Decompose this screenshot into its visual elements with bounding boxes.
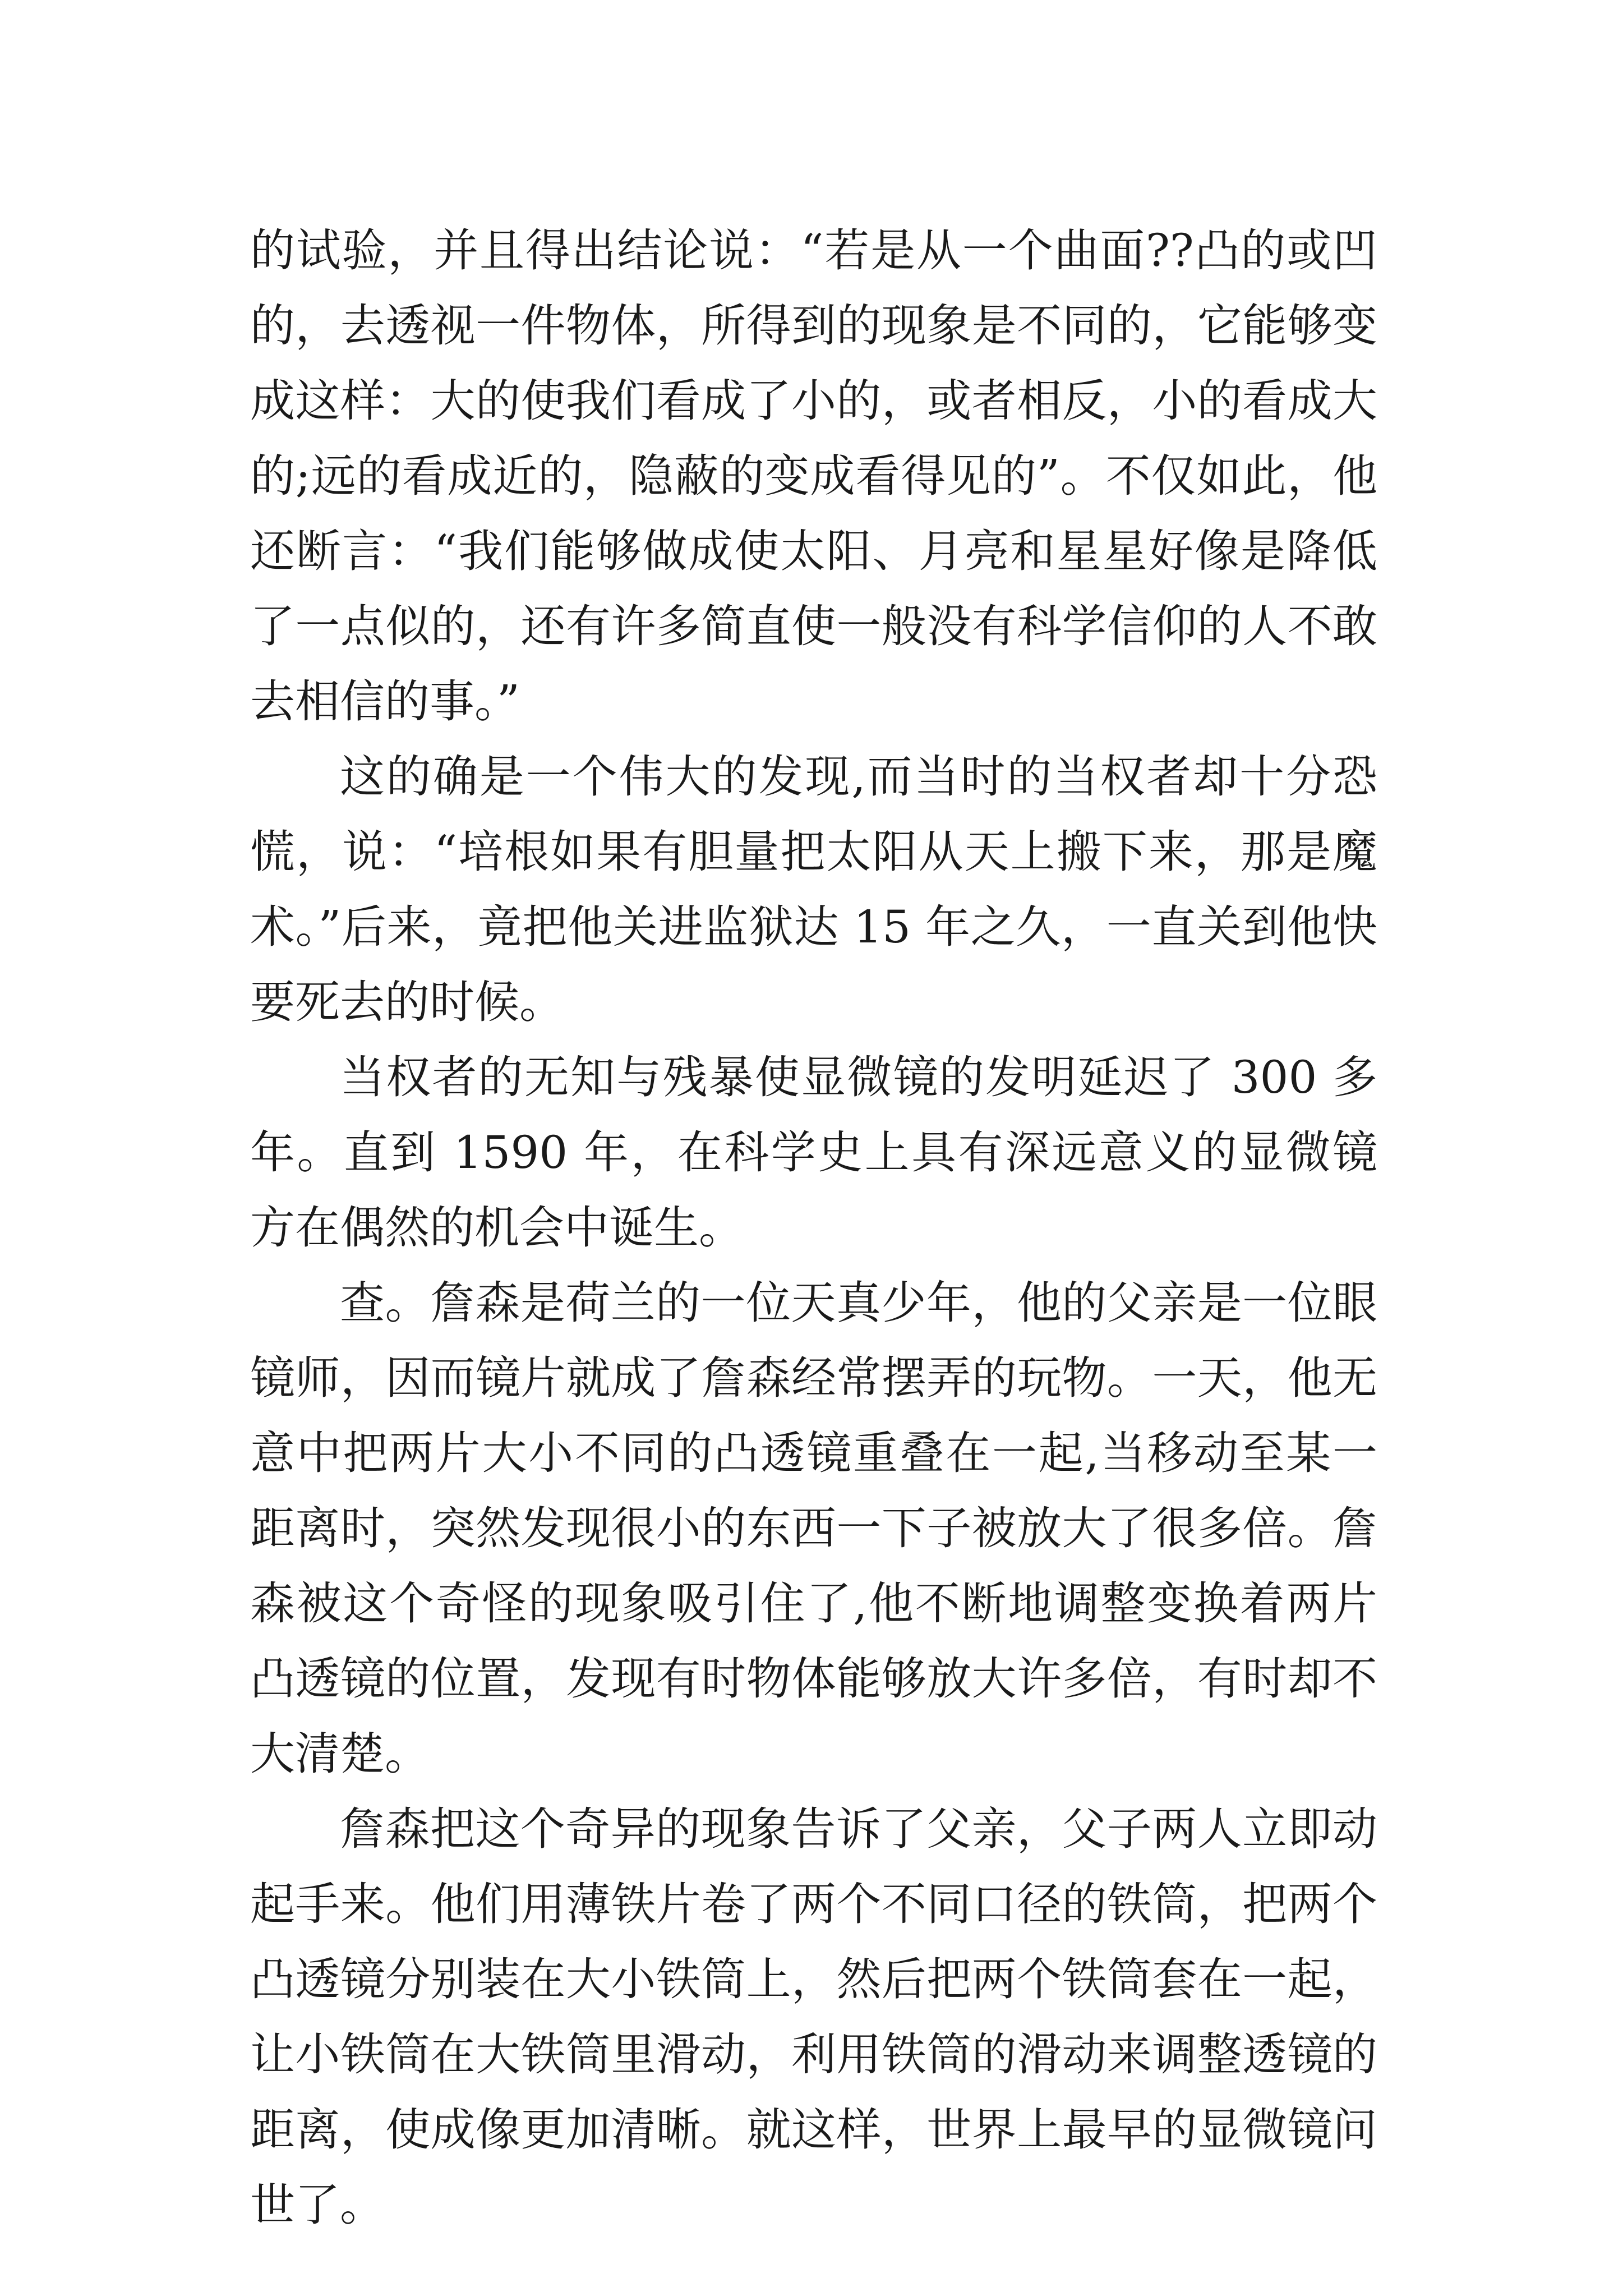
paragraph-3: 当权者的无知与残暴使显微镜的发明延迟了 300 多年。直到 1590 年，在科学史上具有深远意义的显微镜方在偶然的机会中诞生。 xyxy=(250,1051,1377,1254)
body-text xyxy=(250,213,1377,2243)
paragraph-2: 这的确是一个伟大的发现,而当时的当权者却十分恐慌，说：“培根如果有胆量把太阳从天上搬下来，那是魔术。”后来，竟把他关进监狱达 15 年之久，一直关到他快要死去的时候。 xyxy=(250,751,1377,1028)
paragraph-5: 詹森把这个奇异的现象告诉了父亲，父子两人立即动起手来。他们用薄铁片卷了两个不同口径的铁筒，把两个凸透镜分别装在大小铁筒上，然后把两个铁筒套在一起，让小铁筒在大铁筒里滑动，利用铁筒的滑动来调整透镜的距离，使成像更加清晰。就这样，世界上最早的显微镜问世了。 xyxy=(250,1803,1377,2231)
paragraph-4: 查。詹森是荷兰的一位天真少年，他的父亲是一位眼镜师，因而镜片就成了詹森经常摆弄的玩物。一天，他无意中把两片大小不同的凸透镜重叠在一起,当移动至某一距离时，突然发现很小的东西一下子被放大了很多倍。詹森被这个奇怪的现象吸引住了,他不断地调整变换着两片凸透镜的位置，发现有时物体能够放大许多倍，有时却不大清楚。 xyxy=(250,1277,1377,1780)
paragraph-1: 的试验，并且得出结论说：“若是从一个曲面??凸的或凹的，去透视一件物体，所得到的现象是不同的，它能够变成这样：大的使我们看成了小的，或者相反，小的看成大的;远的看成近的，隐蔽的变成看得见的”。不仅如此，他还断言：“我们能够做成使太阳、月亮和星星好像是降低了一点似的，还有许多简直使一般没有科学信仰的人不敢去相信的事。” xyxy=(250,224,1377,728)
